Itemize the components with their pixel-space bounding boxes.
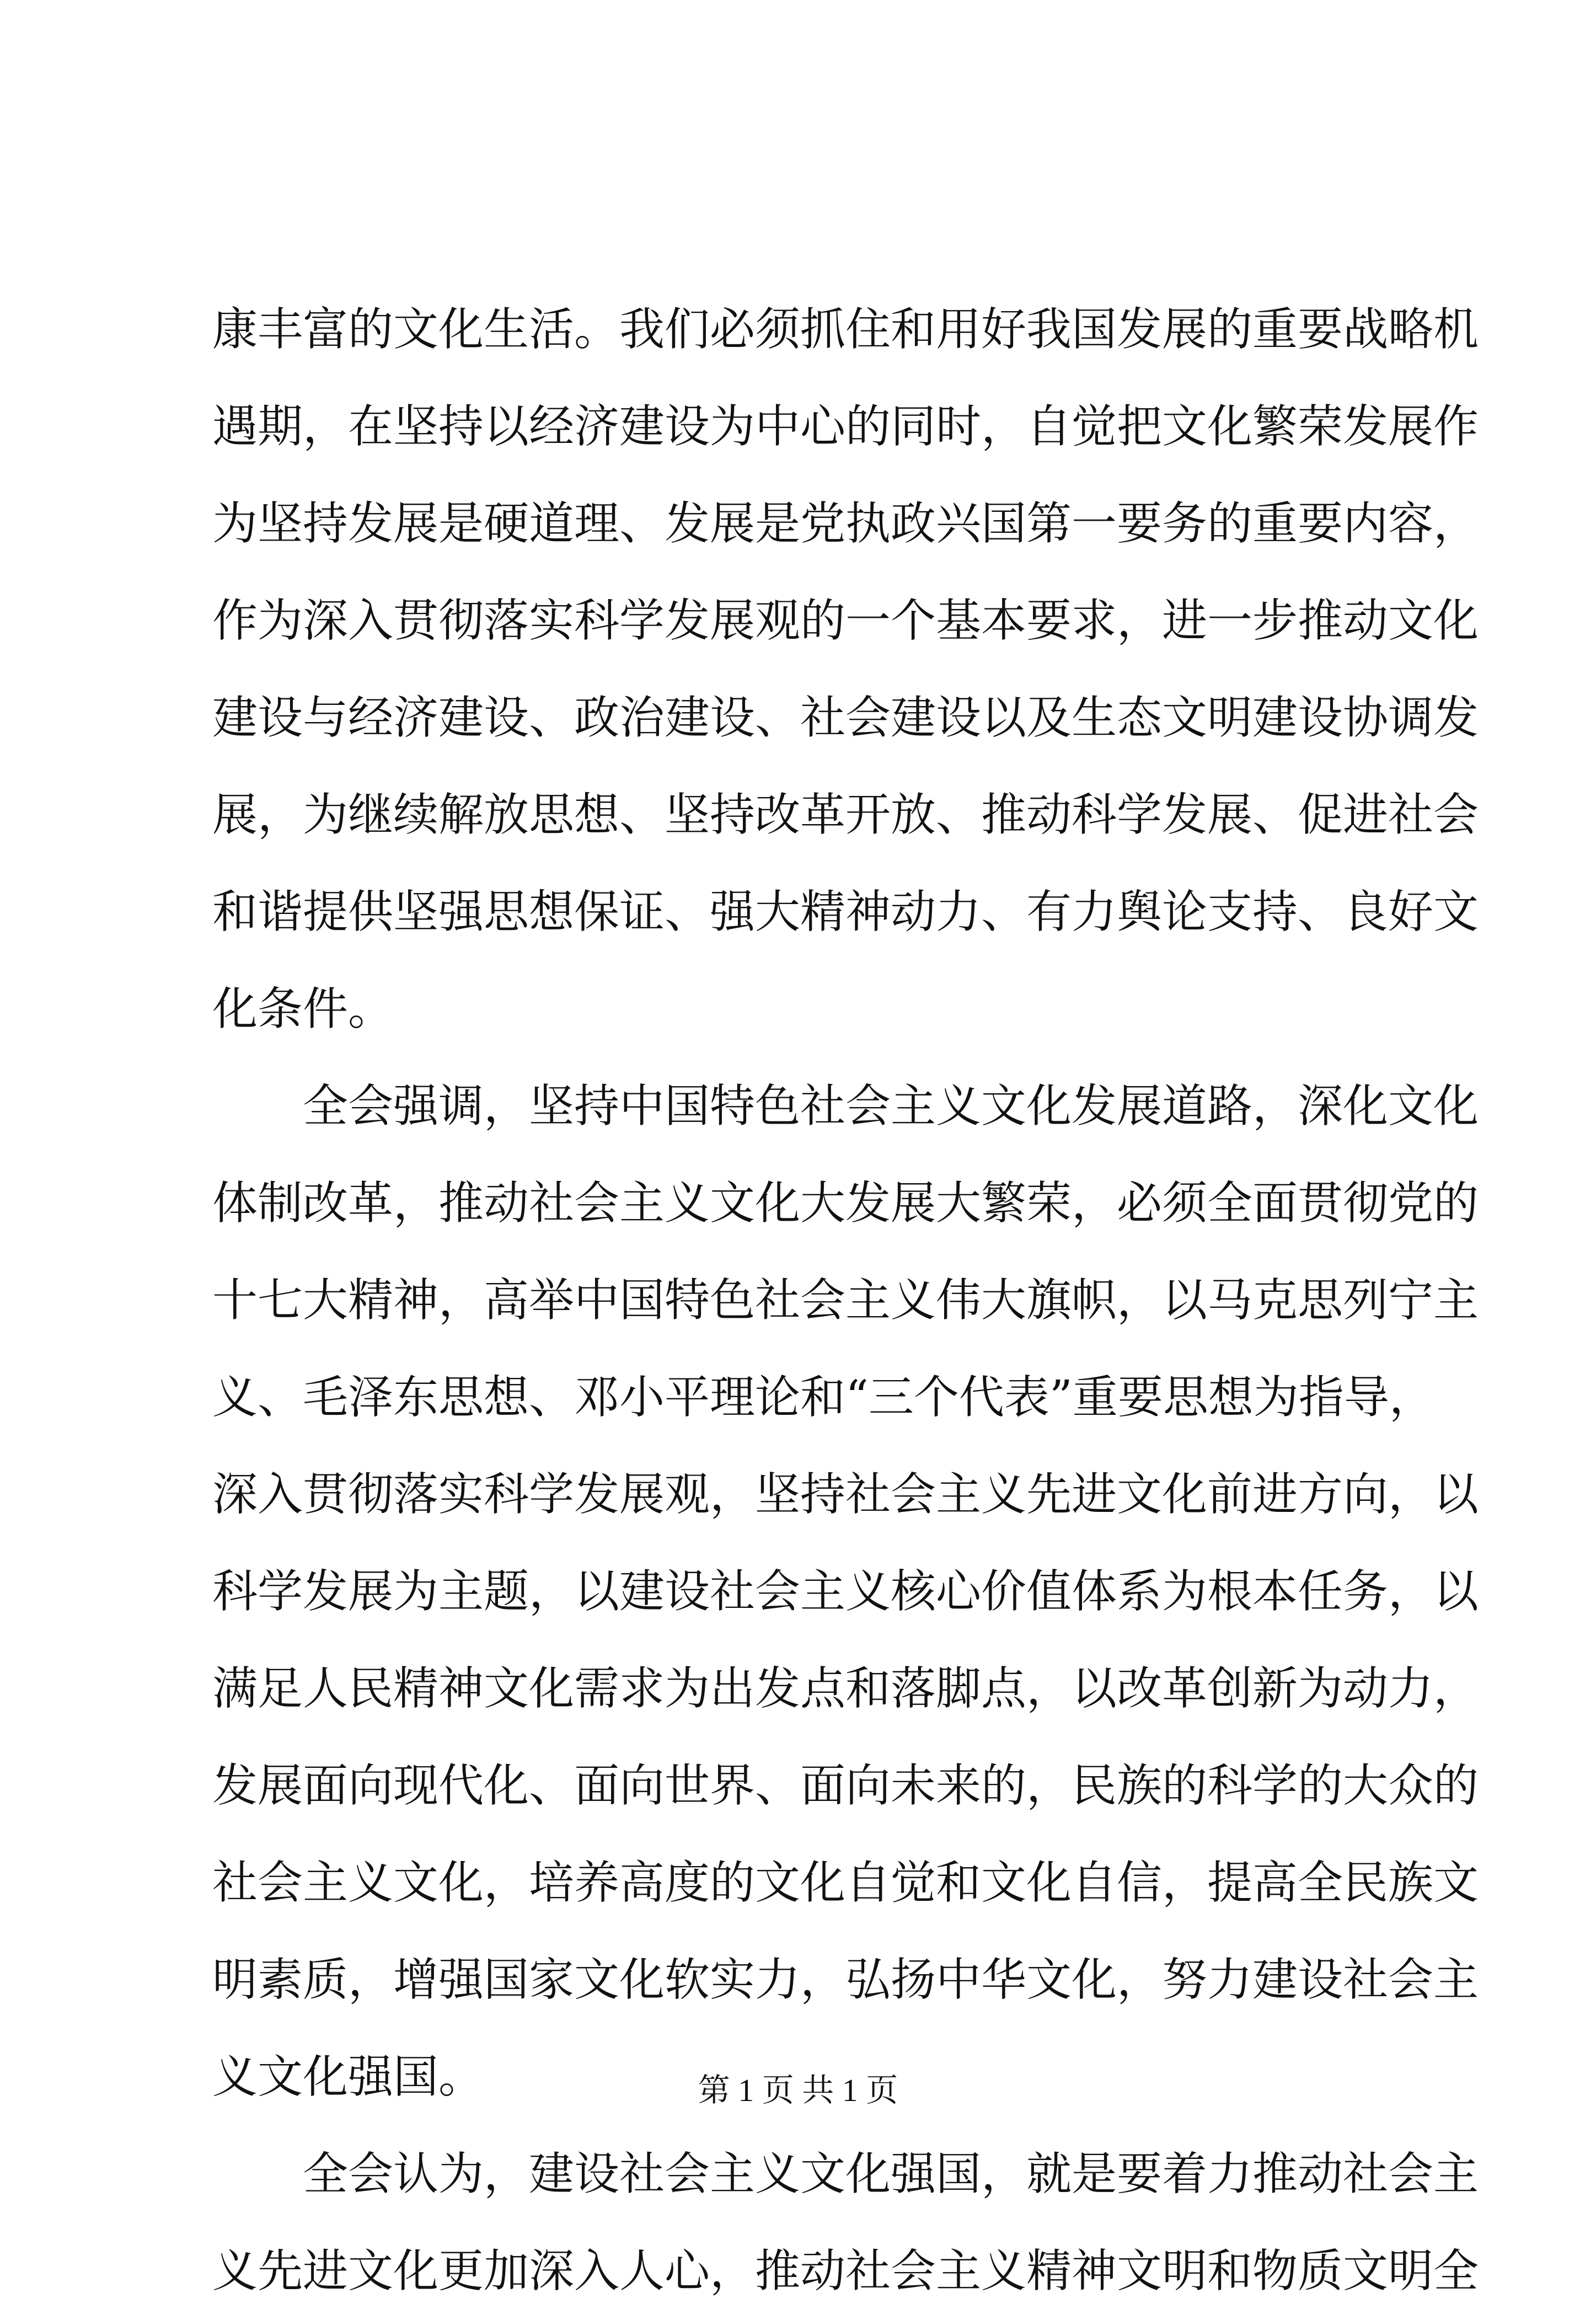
text-line: 满足人民精神文化需求为出发点和落脚点，以改革创新为动力， bbox=[212, 1663, 1479, 1715]
text-line: 深入贯彻落实科学发展观，坚持社会主义先进文化前进方向，以 bbox=[212, 1468, 1479, 1521]
text-line: 义先进文化更加深入人心，推动社会主义精神文明和物质文明全 bbox=[212, 2245, 1479, 2297]
text-line: 科学发展为主题，以建设社会主义核心价值体系为根本任务，以 bbox=[212, 1565, 1479, 1618]
text-line: 作为深入贯彻落实科学发展观的一个基本要求，进一步推动文化 bbox=[212, 595, 1479, 647]
text-line: 全会认为，建设社会主义文化强国，就是要着力推动社会主 bbox=[212, 2148, 1479, 2200]
text-line: 建设与经济建设、政治建设、社会建设以及生态文明建设协调发 bbox=[212, 692, 1479, 744]
text-line: 为坚持发展是硬道理、发展是党执政兴国第一要务的重要内容， bbox=[212, 498, 1479, 550]
text-line: 康丰富的文化生活。我们必须抓住和用好我国发展的重要战略机 bbox=[212, 303, 1479, 356]
text-line: 全会强调，坚持中国特色社会主义文化发展道路，深化文化 bbox=[212, 1080, 1479, 1132]
text-line: 展，为继续解放思想、坚持改革开放、推动科学发展、促进社会 bbox=[212, 789, 1479, 841]
text-line: 社会主义文化，培养高度的文化自觉和文化自信，提高全民族文 bbox=[212, 1857, 1479, 1909]
document-body bbox=[212, 281, 1479, 2320]
text-line: 义文化强国。 bbox=[212, 2051, 484, 2103]
text-line: 体制改革，推动社会主义文化大发展大繁荣，必须全面贯彻党的 bbox=[212, 1177, 1479, 1230]
text-line: 遇期，在坚持以经济建设为中心的同时，自觉把文化繁荣发展作 bbox=[212, 400, 1479, 453]
text-line: 化条件。 bbox=[212, 983, 394, 1035]
text-line: 明素质，增强国家文化软实力，弘扬中华文化，努力建设社会主 bbox=[212, 1954, 1479, 2006]
text-line: 发展面向现代化、面向世界、面向未来的，民族的科学的大众的 bbox=[212, 1760, 1479, 1812]
text-line: 十七大精神，高举中国特色社会主义伟大旗帜，以马克思列宁主 bbox=[212, 1274, 1479, 1327]
text-line: 义、毛泽东思想、邓小平理论和“三个代表”重要思想为指导， bbox=[212, 1371, 1434, 1424]
page-number-footer: 第 1 页 共 1 页 bbox=[698, 2072, 898, 2108]
text-line: 和谐提供坚强思想保证、强大精神动力、有力舆论支持、良好文 bbox=[212, 886, 1479, 938]
